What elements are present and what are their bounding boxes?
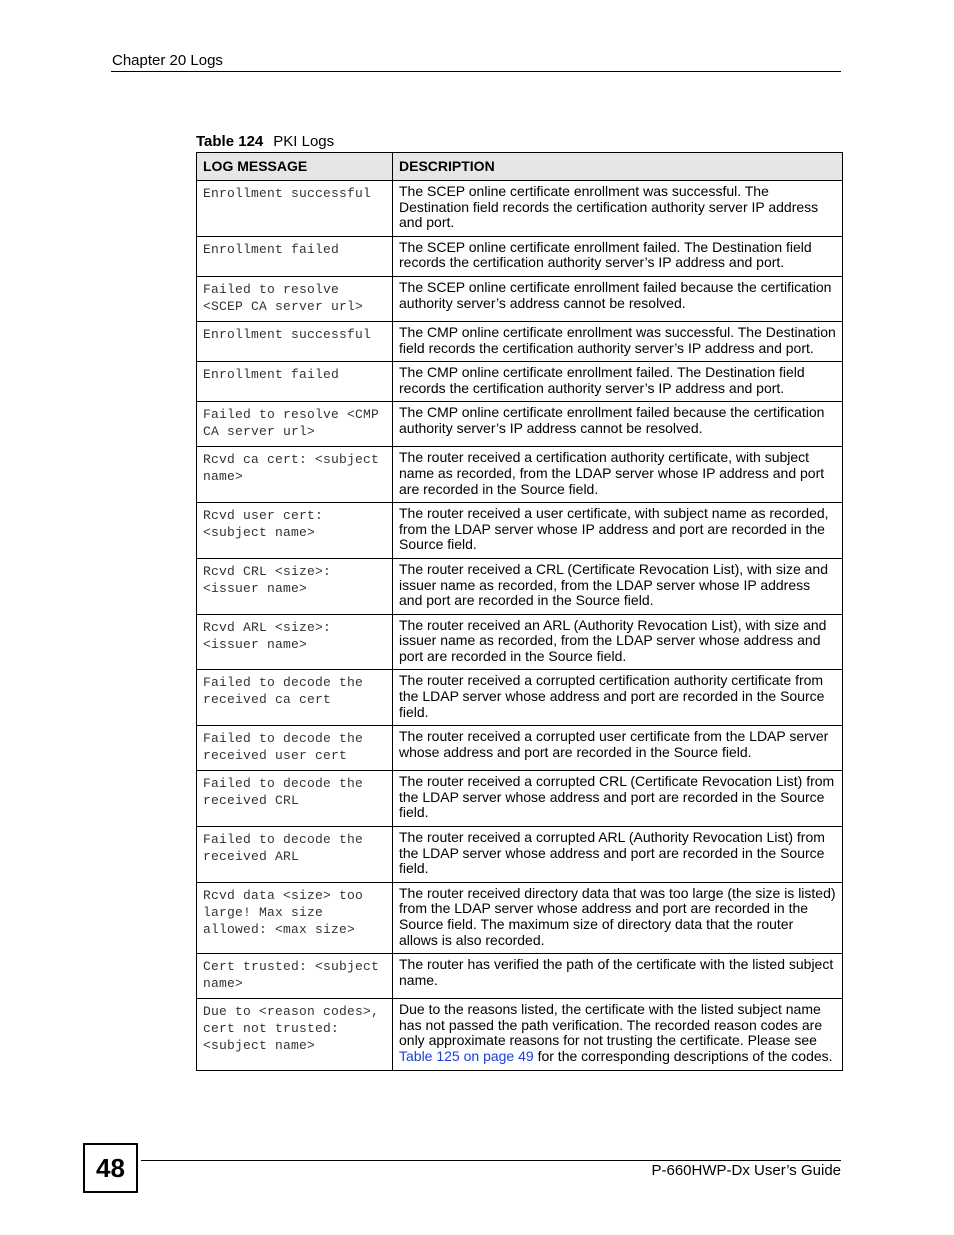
log-message-cell: Enrollment successful bbox=[197, 181, 393, 237]
table-caption-title: PKI Logs bbox=[273, 133, 335, 150]
description-cell: The router received a corrupted ARL (Authority Revocation List) from the LDAP server whose address and port are recorded in the Source field. bbox=[393, 827, 843, 883]
header-divider bbox=[111, 71, 841, 72]
log-message-cell: Enrollment successful bbox=[197, 321, 393, 361]
guide-title: P-660HWP-Dx User’s Guide bbox=[651, 1162, 841, 1179]
table-row bbox=[197, 999, 843, 1070]
table-row bbox=[197, 321, 843, 361]
table-row bbox=[197, 558, 843, 614]
chapter-header: Chapter 20 Logs bbox=[112, 52, 223, 69]
table-row bbox=[197, 882, 843, 953]
log-message-cell: Failed to decode the received user cert bbox=[197, 726, 393, 771]
table-row bbox=[197, 402, 843, 447]
table-header-row bbox=[197, 153, 843, 181]
table-caption bbox=[196, 133, 334, 150]
log-message-cell: Rcvd ca cert: <subject name> bbox=[197, 447, 393, 503]
description-cell: The SCEP online certificate enrollment was successful. The Destination field records the certification authority server IP address and port. bbox=[393, 181, 843, 237]
table-row bbox=[197, 181, 843, 237]
description-text-end: for the corresponding descriptions of the codes. bbox=[533, 1047, 833, 1064]
description-cell bbox=[393, 999, 843, 1070]
column-header-description: DESCRIPTION bbox=[393, 153, 843, 181]
log-message-cell: Enrollment failed bbox=[197, 362, 393, 402]
column-header-log-message: LOG MESSAGE bbox=[197, 153, 393, 181]
table-row bbox=[197, 771, 843, 827]
table-body bbox=[197, 181, 843, 999]
log-message-cell: Failed to decode the received ARL bbox=[197, 827, 393, 883]
pki-logs-table bbox=[196, 152, 843, 1071]
table-125-link[interactable]: Table 125 on page 49 bbox=[399, 1047, 534, 1064]
description-cell: The router received a certification authority certificate, with subject name as recorded, from the LDAP server whose IP address and port are recorded in the Source field. bbox=[393, 447, 843, 503]
log-message-cell: Enrollment failed bbox=[197, 236, 393, 276]
description-cell: The router received an ARL (Authority Revocation List), with size and issuer name as recorded, from the LDAP server whose address and port are recorded in the Source field. bbox=[393, 614, 843, 670]
page-number: 48 bbox=[83, 1143, 138, 1193]
table-row bbox=[197, 726, 843, 771]
description-cell: The SCEP online certificate enrollment failed because the certification authority server’s address cannot be resolved. bbox=[393, 276, 843, 321]
description-cell: The CMP online certificate enrollment failed. The Destination field records the certification authority server’s IP address and port. bbox=[393, 362, 843, 402]
table-row bbox=[197, 362, 843, 402]
log-message-cell: Failed to decode the received CRL bbox=[197, 771, 393, 827]
log-message-cell: Failed to resolve <SCEP CA server url> bbox=[197, 276, 393, 321]
description-cell: The SCEP online certificate enrollment failed. The Destination field records the certification authority server’s IP address and port. bbox=[393, 236, 843, 276]
log-message-cell: Due to <reason codes>, cert not trusted: <subject name> bbox=[197, 999, 393, 1070]
table-caption-number: Table 124 bbox=[196, 133, 264, 150]
table-row bbox=[197, 827, 843, 883]
log-message-cell: Rcvd user cert: <subject name> bbox=[197, 503, 393, 559]
footer-divider bbox=[141, 1160, 841, 1161]
table-row bbox=[197, 503, 843, 559]
description-cell: The router received a corrupted certification authority certificate from the LDAP server whose address and port are recorded in the Source field. bbox=[393, 670, 843, 726]
log-message-cell: Rcvd ARL <size>: <issuer name> bbox=[197, 614, 393, 670]
description-cell: The router received a corrupted user certificate from the LDAP server whose address and port are recorded in the Source field. bbox=[393, 726, 843, 771]
log-message-cell: Rcvd data <size> too large! Max size allowed: <max size> bbox=[197, 882, 393, 953]
description-cell: The router received a CRL (Certificate Revocation List), with size and issuer name as recorded, from the LDAP server whose IP address and port are recorded in the Source field. bbox=[393, 558, 843, 614]
log-message-cell: Cert trusted: <subject name> bbox=[197, 954, 393, 999]
description-cell: The router received directory data that was too large (the size is listed) from the LDAP server whose address and port are recorded in the Source field. The maximum size of directory data that the router allows is also recorded. bbox=[393, 882, 843, 953]
log-message-cell: Failed to decode the received ca cert bbox=[197, 670, 393, 726]
table-row bbox=[197, 236, 843, 276]
description-cell: The CMP online certificate enrollment failed because the certification authority server’s IP address cannot be resolved. bbox=[393, 402, 843, 447]
log-message-cell: Rcvd CRL <size>: <issuer name> bbox=[197, 558, 393, 614]
description-cell: The router received a corrupted CRL (Certificate Revocation List) from the LDAP server whose address and port are recorded in the Source field. bbox=[393, 771, 843, 827]
table-row bbox=[197, 954, 843, 999]
table-row bbox=[197, 276, 843, 321]
table-row bbox=[197, 670, 843, 726]
log-message-cell: Failed to resolve <CMP CA server url> bbox=[197, 402, 393, 447]
description-cell: The CMP online certificate enrollment was successful. The Destination field records the certification authority server’s IP address and port. bbox=[393, 321, 843, 361]
description-text: Due to the reasons listed, the certificate with the listed subject name has not passed the path verification. The recorded reason codes are only approximate reasons for not trusting the certificate. Please see bbox=[399, 1001, 823, 1049]
description-cell: The router received a user certificate, with subject name as recorded, from the LDAP server whose IP address and port are recorded in the Source field. bbox=[393, 503, 843, 559]
table-row bbox=[197, 447, 843, 503]
description-cell: The router has verified the path of the certificate with the listed subject name. bbox=[393, 954, 843, 999]
table-row bbox=[197, 614, 843, 670]
